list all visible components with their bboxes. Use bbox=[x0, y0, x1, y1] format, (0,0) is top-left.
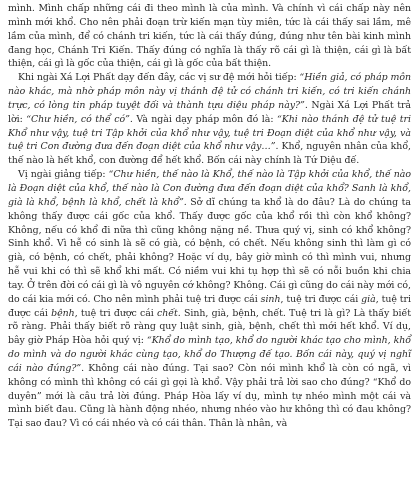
text-run: , tuệ tri được cái bbox=[280, 293, 362, 305]
text-run: Vị ngài giảng tiếp: bbox=[18, 169, 109, 181]
text-run: . Sở dĩ chúng ta khổ là do đâu? Là do chúng ta không thấy được cái gốc của khổ. Thấy được gốc của khổ rồi thì còn khổ không? Không, nếu có khổ đi nữa thì cũng không nặng nề. Thưa quý vị, sinh có khổ không? Sinh khổ. Vì hễ có sinh là sẽ có già, có bệnh, có chết. Nếu không sinh thì làm gì có già, có bệnh, có chết, phải không? Hoặc ví dụ, bây giờ mình có thì mình vui, nhưng hễ vui khi có thì sẽ khổ khi mất. Có niềm vui khi tụ hợp thì sẽ có nỗi buồn khi chia tay. Ở trên đời có cái gì là vô nguyên cớ không? Không. Cái gì cũng do cái này mới có, do cái kia mới có. Cho nên mình phải tuệ tri được cái bbox=[8, 196, 411, 305]
text-run: Khi ngài Xá Lợi Phất dạy đến đây, các vị sư đệ mới hỏi tiếp: bbox=[18, 72, 300, 84]
text-run: mình. Mình chấp những cái đi theo mình là của mình. Và chính vì cái chấp này nên mình mới khổ. Cho nên phải đoạn trừ kiến mạn tùy miên, tức là cái thấy sai lầm, mê lầm của mình, để có chánh tri kiến, tức là cái thấy đúng, đúng như tên bài kinh mình đang học, Chánh Tri Kiến. Thấy đúng có nghĩa là thấy rõ cái gì là thiện, cái gì là bất thiện, cái gì là gốc của thiện, cái gì là gốc của bất thiện. bbox=[8, 3, 411, 70]
text-run: . Sinh, già, bệnh, chết. Tuệ tri là gì? Là thấy biết rõ ràng. Phải thấy biết rõ ràng quy luật sinh, già, bệnh, chết thì mới hết khổ. Ví dụ, bây giờ Pháp Hòa hỏi quý vị: bbox=[8, 307, 412, 347]
quoted-text: bệnh bbox=[51, 307, 75, 319]
text-run: . Và ngài dạy pháp môn đó là: bbox=[129, 113, 277, 125]
quoted-text: sinh bbox=[260, 293, 281, 305]
text-run: , tuệ tri được cái bbox=[8, 293, 411, 319]
body-paragraph bbox=[8, 71, 411, 168]
quoted-text: “Khi nào thánh đệ tử tuệ tri Khổ như vậy, tuệ tri Tập khởi của khổ như vậy, tuệ tri Đoạn diệt của khổ như vậy, và tuệ tri Con đường đưa đến đoạn diệt của khổ như vậy…” bbox=[8, 113, 411, 153]
quoted-text: “Chư hiền, có thể có” bbox=[26, 113, 130, 125]
text-run: . Ngài Xá Lợi Phất trả lời: bbox=[8, 99, 411, 125]
text-run: . Không cái nào đúng. Tại sao? Còn nói mình khổ là còn có ngã, vì không có mình thì không có cái gì gọi là khổ. Vậy phải trả lời sao cho đúng? “Khổ do duyên” mới là câu trả lời đúng. Pháp Hòa lấy ví dụ, mình tự nhéo mình một cái và mình biết đau. Cũng là hành động nhéo, nhưng nhéo vào hư không thì có đau không? Tại sao đau? Vì có cái nhéo và có cái thân. Thân là nhân, và bbox=[8, 362, 411, 430]
quoted-text: “Chư hiền, thế nào là Khổ, thế nào là Tập khởi của khổ, thế nào là Đoạn diệt của khổ, thế nào là Con đường đưa đến đoạn diệt của khổ? Sanh là khổ, già là khổ, bệnh là khổ, chết là khổ” bbox=[8, 169, 411, 208]
quoted-text: “Khổ do mình tạo, khổ do người khác tạo cho mình, khổ do mình và do người khác cùng tạo, khổ do Thượng đế tạo. Bốn cái này, quý vị nghĩ cái nào đúng?” bbox=[8, 335, 411, 374]
body-paragraph bbox=[8, 2, 411, 71]
quoted-text: chết bbox=[157, 307, 178, 319]
text-run: , tuệ tri được cái bbox=[74, 307, 158, 319]
text-run: . Khổ, nguyên nhân của khổ, thế nào là hết khổ, con đường để hết khổ. Bốn cái này chính là Tứ Diệu đế. bbox=[8, 141, 411, 167]
quoted-text: già bbox=[361, 293, 376, 305]
body-paragraph bbox=[8, 168, 411, 431]
quoted-text: “Hiền giả, có pháp môn nào khác, mà nhờ pháp môn này vị thánh đệ tử có chánh tri kiến, có tri kiến chánh trực, có lòng tin pháp tuyệt đối và thành tựu diệu pháp này?” bbox=[8, 72, 411, 111]
